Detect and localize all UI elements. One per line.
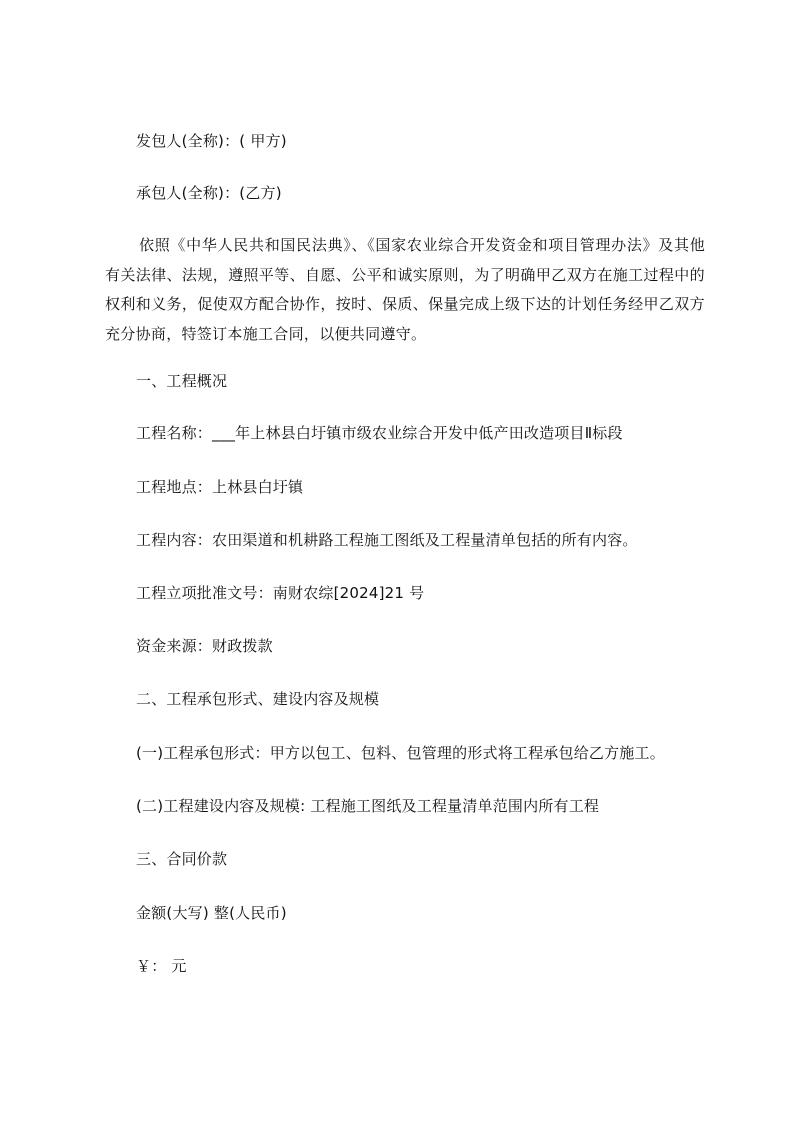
project-location: 工程地点：上林县白圩镇 (136, 478, 304, 496)
section3-heading: 三、合同价款 (136, 850, 228, 868)
project-content: 工程内容：农田渠道和机耕路工程施工图纸及工程量清单包括的所有内容。 (136, 531, 638, 549)
employer-line: 发包人(全称)：( 甲方) (136, 132, 287, 150)
preamble-paragraph: 依照《中华人民共和国民法典》、《国家农业综合开发资金和项目管理办法》及其他有关法律、法规，遵照平等、自愿、公平和诚实原则，为了明确甲乙双方在施工过程中的权利和义务，促使双方配合协作，按时、保质、保量完成上级下达的计划任务经甲乙双方充分协商，特签订本施工合同，以便共同遵守。 (105, 236, 705, 343)
project-name: 工程名称：___年上林县白圩镇市级农业综合开发中低产田改造项目Ⅱ标段 (136, 424, 623, 442)
construction-scope-item: (二)工程建设内容及规模: 工程施工图纸及工程量清单范围内所有工程 (136, 797, 600, 815)
section1-heading: 一、工程概况 (136, 372, 228, 390)
approval-number: 工程立项批准文号：南财农综[2024]21 号 (136, 584, 425, 602)
contractor-line: 承包人(全称)：(乙方) (136, 184, 282, 202)
amount-in-words: 金额(大写) 整(人民币) (136, 904, 287, 922)
funding-source: 资金来源：财政拨款 (136, 637, 273, 655)
contract-form-item: (一)工程承包形式：甲方以包工、包料、包管理的形式将工程承包给乙方施工。 (136, 744, 665, 762)
section2-heading: 二、工程承包形式、建设内容及规模 (136, 690, 380, 708)
amount-in-figures: ￥： 元 (136, 957, 187, 975)
